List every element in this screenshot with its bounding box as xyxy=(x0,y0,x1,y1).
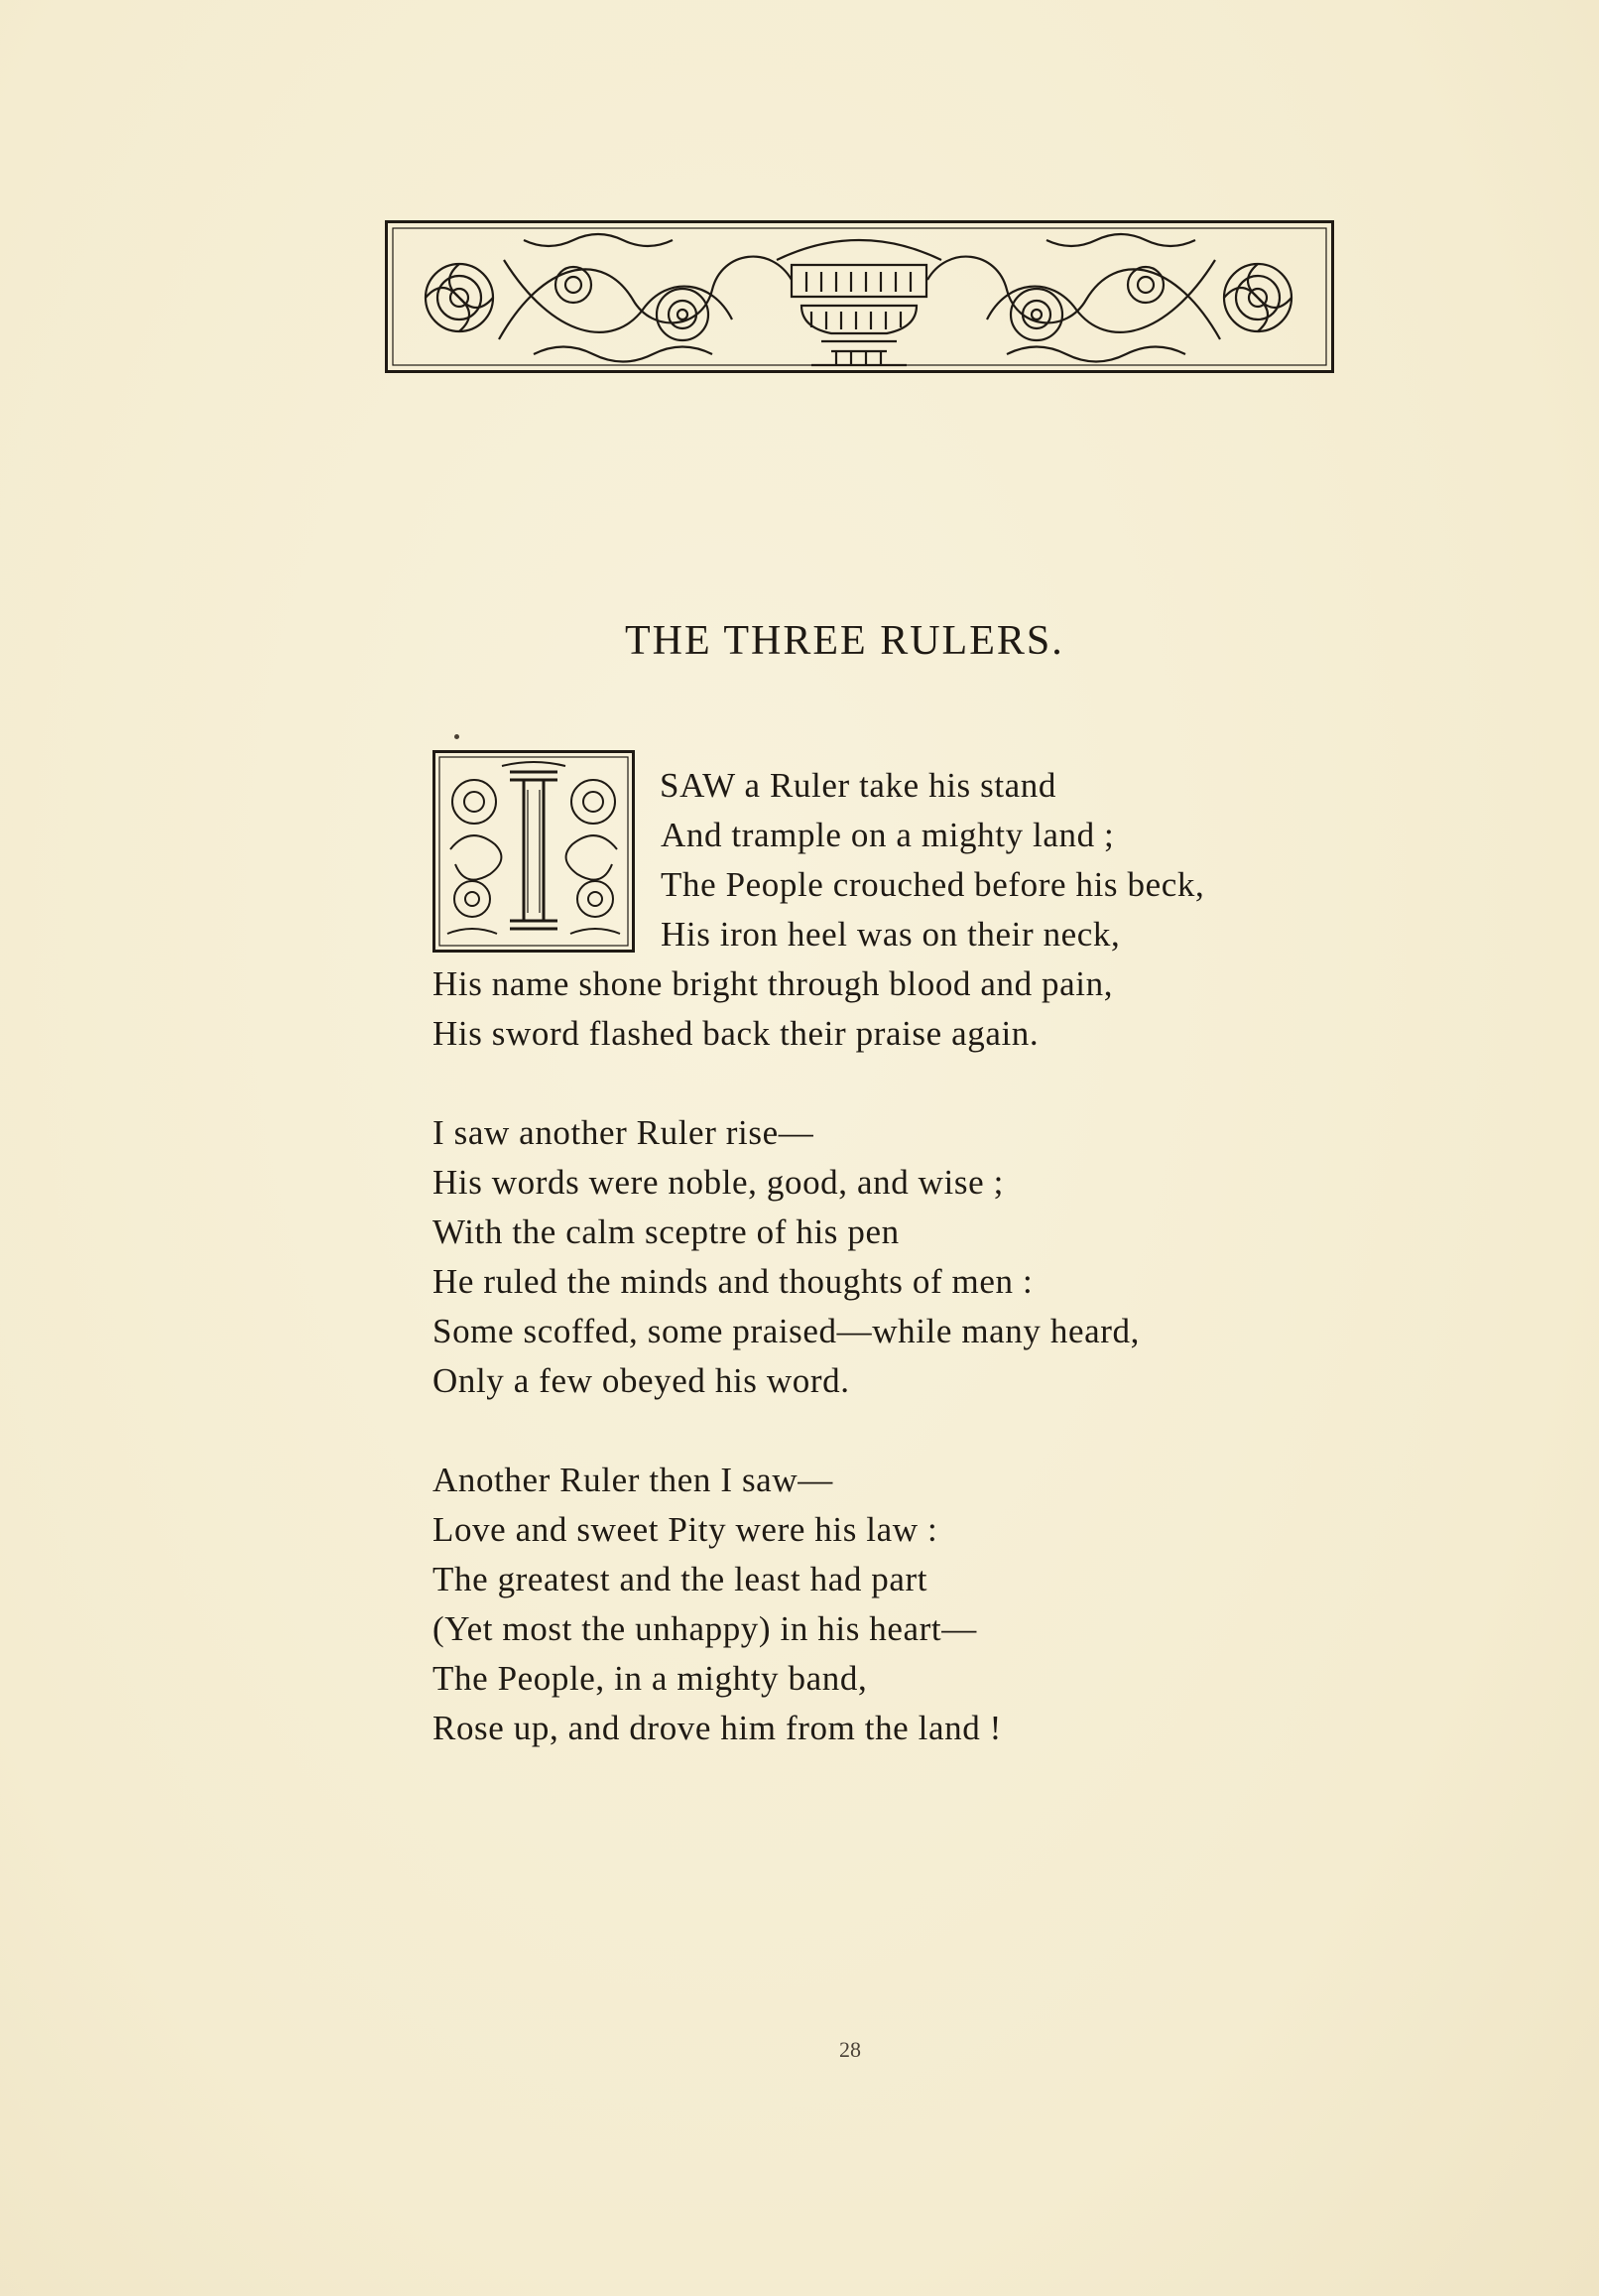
stanza-1-line-6: His sword flashed back their praise again. xyxy=(432,1014,1040,1053)
stanza-2-line-4: He ruled the minds and thoughts of men : xyxy=(432,1262,1034,1301)
stanza-3-line-1: Another Ruler then I saw— xyxy=(432,1461,833,1499)
decorated-initial xyxy=(432,750,635,953)
stanza-3-line-6: Rose up, and drove him from the land ! xyxy=(432,1709,1002,1747)
stanza-2-line-3: With the calm sceptre of his pen xyxy=(432,1212,900,1251)
page-number: 28 xyxy=(839,2037,861,2062)
stanza-2-line-6: Only a few obeyed his word. xyxy=(432,1361,850,1400)
stanza-3-line-2: Love and sweet Pity were his law : xyxy=(432,1510,938,1549)
stanza-1-line-1: SAW a Ruler take his stand xyxy=(660,766,1057,805)
stanza-3-line-3: The greatest and the least had part xyxy=(432,1560,928,1598)
stanza-3-line-5: The People, in a mighty band, xyxy=(432,1659,868,1698)
stanza-2-line-2: His words were noble, good, and wise ; xyxy=(432,1163,1004,1202)
floral-headpiece-ornament xyxy=(385,220,1334,373)
stanza-1-line-4: His iron heel was on their neck, xyxy=(661,915,1121,954)
stanza-1-line-3: The People crouched before his beck, xyxy=(661,865,1205,904)
stanza-1-line-5: His name shone bright through blood and pain, xyxy=(432,964,1114,1003)
decorated-initial-I-icon xyxy=(432,750,635,953)
stanza-1-line-2: And trample on a mighty land ; xyxy=(661,816,1115,854)
ink-speck xyxy=(454,734,459,739)
poem-title: THE THREE RULERS. xyxy=(625,618,1064,664)
floral-vase-ornament-icon xyxy=(385,220,1334,373)
stanza-3-line-4: (Yet most the unhappy) in his heart— xyxy=(432,1609,977,1648)
stanza-2-line-5: Some scoffed, some praised—while many heard, xyxy=(432,1312,1140,1350)
stanza-2-line-1: I saw another Ruler rise— xyxy=(432,1113,814,1152)
